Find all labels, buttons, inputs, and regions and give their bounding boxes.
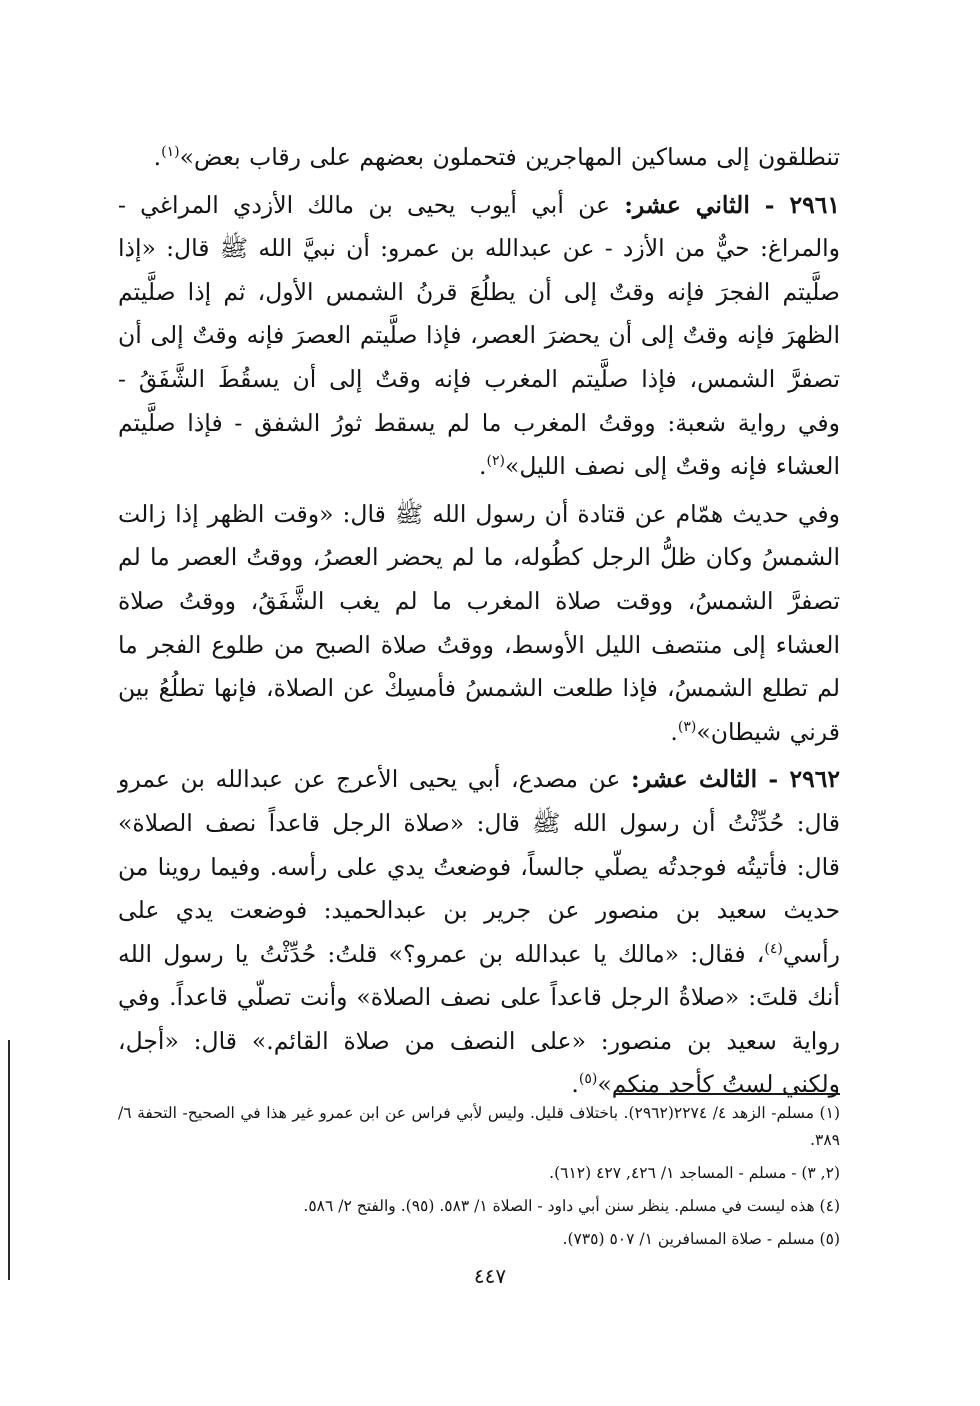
paragraph-text-continued: ، فقال: «مالك يا عبدالله بن عمرو؟» قلتُ: حُدِّثْتُ يا رسول الله أنك قلتَ: «صلاةُ الرجل قاعداً على نصف الصلاة» وأنت تصلّي قاعداً. وفي رواية سعيد بن منصور: «على النصف من صلاة القائم.» قال: «أجل، ولكني لستُ كأحد منكم» xyxy=(118,939,840,1099)
hadith-number: ٢٩٦١ - الثاني عشر: xyxy=(624,190,841,219)
footnote-5: (٥) مسلم - صلاة المسافرين ١/ ٥٠٧ (٧٣٥). xyxy=(562,1230,840,1248)
hadith-number: ٢٩٦٢ - الثالث عشر: xyxy=(631,765,840,794)
paragraph-text: عن أبي أيوب يحيى بن مالك الأزدي المراغي - والمراغ: حيٌّ من الأزد - عن عبدالله بن عمرو: أن نبيَّ الله ﷺ قال: «إذا صلَّيتم الفجرَ فإنه وقتٌ إلى أن يطلُعَ قرنُ الشمس الأول، ثم إذا صلَّيتم الظهرَ فإنه وقتٌ إلى أن يحضرَ العصر، فإذا صلَّيتم العصرَ فإنه وقتٌ إلى أن تصفرَّ الشمس، فإذا صلَّيتم المغرب فإنه وقتٌ إلى أن يسقُطَ الشَّفَقُ - وفي رواية شعبة: ووقتُ المغرب ما لم يسقط ثورُ الشفق - فإذا صلَّيتم العشاء فإنه وقتٌ إلى نصف الليل» xyxy=(118,190,840,481)
paragraph-end: . xyxy=(670,717,678,746)
footnote-marker: (١) xyxy=(161,144,180,161)
main-text xyxy=(118,136,840,1111)
footnotes xyxy=(118,1100,840,1259)
footnote-marker: (٤) xyxy=(764,940,783,957)
binding-edge-line xyxy=(8,1040,10,1280)
paragraph-continuation xyxy=(118,136,840,180)
paragraph-text: وفي حديث همّام عن قتادة أن رسول الله ﷺ قال: «وقت الظهر إذا زالت الشمسُ وكان ظلُّ الرجل كطُوله، ما لم يحضر العصرُ، ووقتُ العصر ما لم تصفرَّ الشمسُ، ووقت صلاة المغرب ما لم يغب الشَّفَقُ، ووقتُ صلاة العشاء إلى منتصف الليل الأوسط، ووقتُ صلاة الصبح من طلوع الفجر ما لم تطلع الشمسُ، فإذا طلعت الشمسُ فأمسِكْ عن الصلاة، فإنها تطلُعُ بين قرني شيطان» xyxy=(118,499,840,746)
hadith-2961 xyxy=(118,184,840,489)
hadith-2962 xyxy=(118,758,840,1107)
footnote-separator xyxy=(614,1093,840,1095)
footnote-marker: (٥) xyxy=(578,1071,598,1088)
paragraph-end: . xyxy=(153,143,162,171)
paragraph-end: . xyxy=(479,452,487,481)
paragraph-end: . xyxy=(571,1070,579,1099)
footnote-1: (١) مسلم- الزهد ٤/ ٢٢٧٤(٢٩٦٢). باختلاف قليل. وليس لأبي فراس عن ابن عمرو غير هذا في الصحيح- التحفة ٦/ ٣٨٩. xyxy=(118,1104,840,1149)
page-number: ٤٤٧ xyxy=(473,1264,507,1288)
footnote-marker: (٣) xyxy=(677,718,697,735)
paragraph-text: تنطلقون إلى مساكين المهاجرين فتحملون بعضهم على رقاب بعض» xyxy=(179,143,840,171)
footnote-2-3: (٢, ٣) - مسلم - المساجد ١/ ٤٢٦, ٤٢٧ (٦١٢). xyxy=(549,1164,840,1182)
footnote-marker: (٢) xyxy=(486,453,505,470)
footnote-4: (٤) هذه ليست في مسلم. ينظر سنن أبي داود - الصلاة ١/ ٥٨٣. (٩٥). والفتح ٢/ ٥٨٦. xyxy=(303,1197,840,1215)
hammam-narration xyxy=(118,493,840,755)
paragraph-text: عن مصدع، أبي يحيى الأعرج عن عبدالله بن عمرو قال: حُدِّثْتُ أن رسول الله ﷺ قال: «صلاة الرجل قاعداً نصف الصلاة» قال: فأتيتُه فوجدتُه يصلّي جالساً، فوضعتُ يدي على رأسه. وفيما روينا من حديث سعيد بن منصور عن جرير بن عبدالحميد: فوضعت يدي على رأسي xyxy=(118,765,840,968)
